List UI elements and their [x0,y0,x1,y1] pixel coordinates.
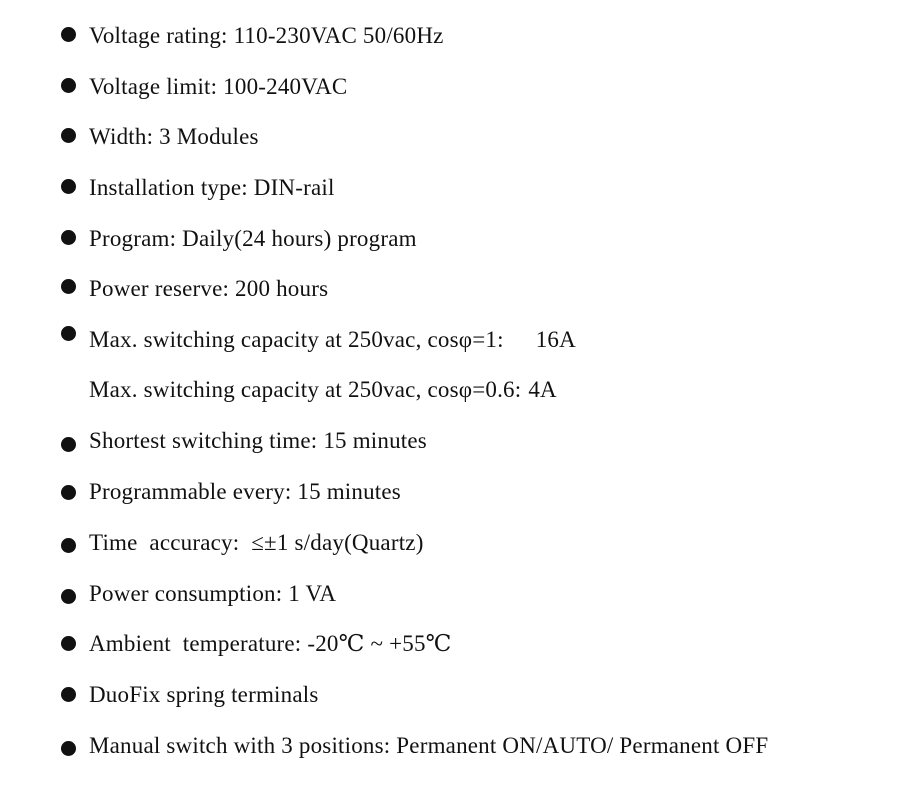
spec-item-switching-capacity-cos-1 [0,320,904,360]
spec-item-programmable-every [0,472,904,512]
spec-item-power-reserve [0,269,904,309]
spec-text: Power reserve: 200 hours [89,276,329,301]
spec-text [89,326,576,354]
spec-item-time-accuracy [0,523,904,563]
bullet-icon [61,538,76,553]
bullet-icon [61,437,76,452]
spec-text: Program: Daily(24 hours) program [89,226,417,251]
bullet-icon [61,589,76,604]
bullet-icon [61,128,76,143]
spec-text [89,376,557,404]
spec-item-manual-switch [0,726,904,766]
spec-label: Max. switching capacity at 250vac, cosφ=1: [89,327,504,352]
spec-item-shortest-switching-time [0,421,904,461]
spec-item-width [0,117,904,157]
spec-text: Shortest switching time: 15 minutes [89,428,427,453]
spec-item-power-consumption [0,574,904,614]
spec-value: 4A [528,377,557,402]
spec-item-duofix-terminals [0,675,904,715]
spec-label: Max. switching capacity at 250vac, cosφ=0.6: [89,377,522,402]
spec-text: Power consumption: 1 VA [89,581,337,606]
bullet-icon [61,326,76,341]
spec-text: Installation type: DIN-rail [89,175,335,200]
spec-text: Voltage limit: 100-240VAC [89,74,348,99]
bullet-icon [61,179,76,194]
bullet-icon [61,78,76,93]
spec-item-voltage-limit [0,67,904,107]
spec-text: Manual switch with 3 positions: Permanent ON/AUTO/ Permanent OFF [89,733,769,758]
bullet-icon [61,27,76,42]
spec-text: Width: 3 Modules [89,124,259,149]
spec-item-installation-type [0,168,904,208]
spec-text: Time accuracy: ≤±1 s/day(Quartz) [89,530,424,555]
spec-item-switching-capacity-cos-06 [0,370,904,410]
bullet-icon [61,741,76,756]
spec-text: DuoFix spring terminals [89,682,319,707]
bullet-icon [61,230,76,245]
bullet-icon [61,636,76,651]
spec-item-voltage-rating [0,16,904,56]
spec-text: Ambient temperature: -20℃ ~ +55℃ [89,631,452,656]
spec-text: Programmable every: 15 minutes [89,479,401,504]
spec-item-program [0,219,904,259]
spec-item-ambient-temperature [0,624,904,664]
spec-text: Voltage rating: 110-230VAC 50/60Hz [89,23,444,48]
bullet-icon [61,279,76,294]
bullet-icon [61,485,76,500]
spec-value: 16A [535,327,576,352]
bullet-icon [61,687,76,702]
